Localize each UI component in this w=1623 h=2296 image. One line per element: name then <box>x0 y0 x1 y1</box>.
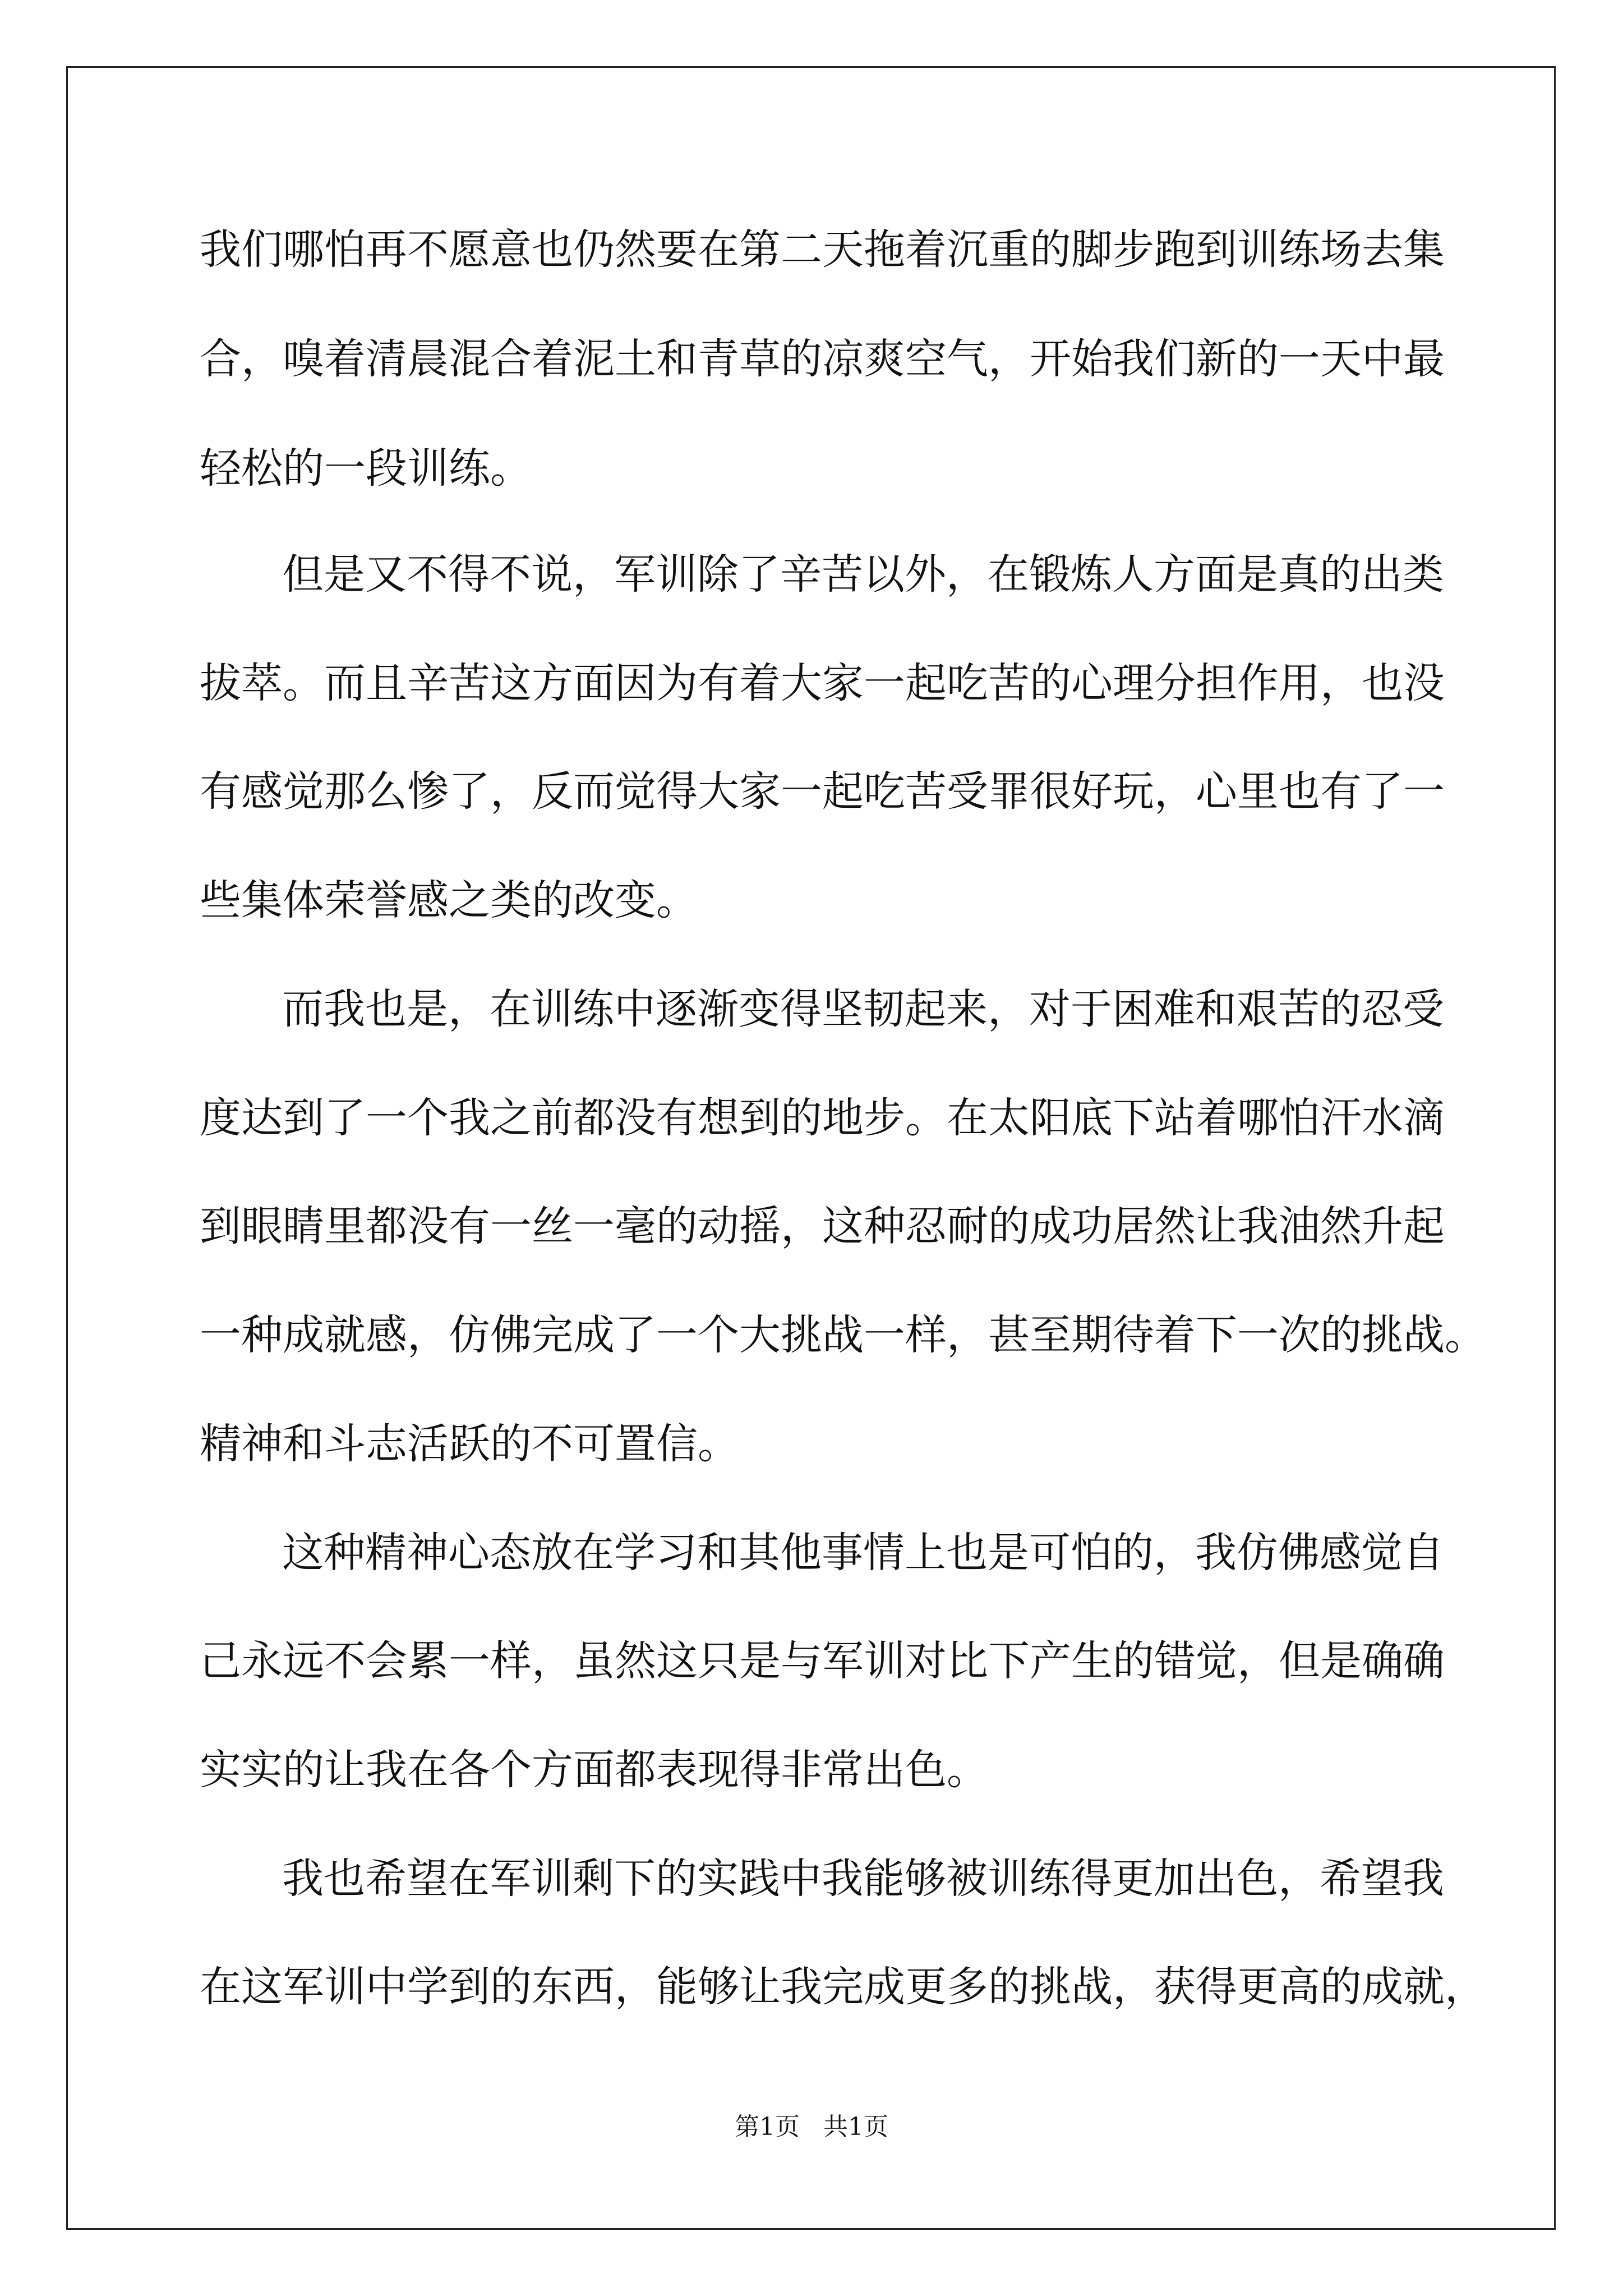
text-line: 在这军训中学到的东西，能够让我完成更多的挑战，获得更高的成就， <box>200 1963 1486 2011</box>
text-line: 轻松的一段训练。 <box>200 444 532 493</box>
text-line: 合，嗅着清晨混合着泥土和青草的凉爽空气，开始我们新的一天中最 <box>200 335 1445 383</box>
text-line: 一种成就感，仿佛完成了一个大挑战一样，甚至期待着下一次的挑战。 <box>200 1311 1486 1359</box>
text-line: 精神和斗志活跃的不可置信。 <box>200 1420 739 1468</box>
text-line: 些集体荣誉感之类的改变。 <box>200 876 698 924</box>
text-line: 到眼睛里都没有一丝一毫的动摇，这种忍耐的成功居然让我油然升起 <box>200 1202 1445 1250</box>
text-line: 拔萃。而且辛苦这方面因为有着大家一起吃苦的心理分担作用，也没 <box>200 659 1445 707</box>
paragraph-first-line: 而我也是，在训练中逐渐变得坚韧起来，对于困难和艰苦的忍受 <box>282 985 1444 1033</box>
paragraph-first-line: 这种精神心态放在学习和其他事情上也是可怕的，我仿佛感觉自 <box>282 1529 1444 1577</box>
paragraph-first-line: 我也希望在军训剩下的实践中我能够被训练得更加出色，希望我 <box>282 1855 1444 1903</box>
paragraph-first-line: 但是又不得不说，军训除了辛苦以外，在锻炼人方面是真的出类 <box>282 550 1444 599</box>
text-line: 有感觉那么惨了，反而觉得大家一起吃苦受罪很好玩，心里也有了一 <box>200 767 1445 816</box>
text-line: 己永远不会累一样，虽然这只是与军训对比下产生的错觉，但是确确 <box>200 1637 1445 1685</box>
text-line: 度达到了一个我之前都没有想到的地步。在太阳底下站着哪怕汗水滴 <box>200 1094 1445 1142</box>
page-footer: 第1页 共1页 <box>735 2113 888 2141</box>
text-line: 我们哪怕再不愿意也仍然要在第二天拖着沉重的脚步跑到训练场去集 <box>200 226 1445 274</box>
text-line: 实实的让我在各个方面都表现得非常出色。 <box>200 1746 988 1794</box>
